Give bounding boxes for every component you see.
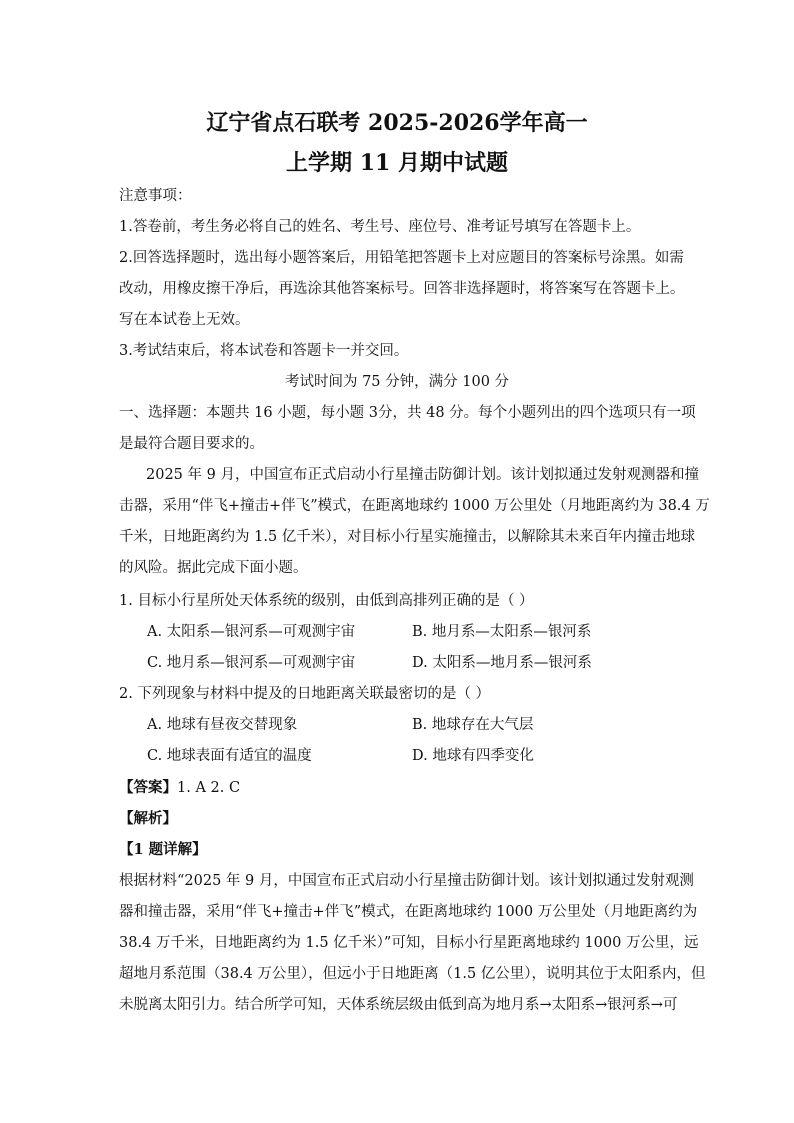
question-2-option-b: B. 地球存在大气层	[412, 717, 534, 733]
question-2-option-d: D. 地球有四季变化	[412, 748, 534, 764]
detail-line-3: 38.4 万千米，日地距离约为 1.5 亿千米）”可知，目标小行星距离地球约 1000 万公里，远	[119, 935, 699, 951]
question-1-option-a: A. 太阳系—银河系—可观测宇宙	[147, 624, 356, 640]
question-1-stem: 1. 目标小行星所处天体系统的级别，由低到高排列正确的是（ ）	[119, 593, 534, 609]
detail-line-4: 超地月系范围（38.4 万公里），但远小于日地距离（1.5 亿公里），说明其位于太阳系内，但	[119, 966, 706, 982]
detail-line-2: 器和撞击器，采用“伴飞+撞击+伴飞”模式，在距离地球约 1000 万公里处（月地距离约为	[119, 904, 698, 920]
section-1-instructions-line-1: 一、选择题：本题共 16 小题，每小题 3分，共 48 分。每个小题列出的四个选项只有一项	[119, 405, 696, 421]
notice-item-3: 3.考试结束后，将本试卷和答题卡一并交回。	[119, 343, 409, 359]
exam-title-line2: 上学期 11 月期中试题	[286, 150, 508, 176]
question-2-stem: 2. 下列现象与材料中提及的日地距离关联最密切的是（ ）	[119, 686, 491, 702]
material-line-1: 2025 年 9 月，中国宣布正式启动小行星撞击防御计划。该计划拟通过发射观测器和撞	[146, 467, 699, 483]
answer-text: 1. A 2. C	[177, 780, 241, 796]
question-2-option-a: A. 地球有昼夜交替现象	[147, 717, 298, 733]
question-1-option-d: D. 太阳系—地月系—银河系	[412, 655, 592, 671]
exam-time-info: 考试时间为 75 分钟，满分 100 分	[284, 374, 510, 390]
material-line-4: 的风险。据此完成下面小题。	[119, 560, 308, 576]
notice-item-2-line-1: 2.回答选择题时，选出每小题答案后，用铅笔把答题卡上对应题目的答案标号涂黑。如需	[119, 250, 684, 266]
notice-heading: 注意事项：	[119, 188, 192, 204]
question-1-option-b: B. 地月系—太阳系—银河系	[412, 624, 592, 640]
detail-heading: 【1 题详解】	[119, 841, 207, 858]
analysis-heading: 【解析】	[119, 810, 177, 827]
detail-line-1: 根据材料“2025 年 9 月，中国宣布正式启动小行星撞击防御计划。该计划拟通过发射观测	[119, 873, 694, 889]
answer-label: 【答案】	[119, 779, 177, 796]
detail-line-5: 未脱离太阳引力。结合所学可知，天体系统层级由低到高为地月系→太阳系→银河系→可	[119, 997, 678, 1013]
notice-item-2-line-2: 改动，用橡皮擦干净后，再选涂其他答案标号。回答非选择题时，将答案写在答题卡上。	[119, 281, 685, 297]
material-line-2: 击器，采用“伴飞+撞击+伴飞”模式，在距离地球约 1000 万公里处（月地距离约为 38.4 万	[119, 498, 710, 514]
question-2-option-c: C. 地球表面有适宜的温度	[147, 748, 312, 764]
question-1-option-c: C. 地月系—银河系—可观测宇宙	[147, 655, 356, 671]
answer-line	[119, 778, 679, 798]
notice-item-1: 1.答卷前，考生务必将自己的姓名、考生号、座位号、准考证号填写在答题卡上。	[119, 219, 641, 235]
exam-title-line1: 辽宁省点石联考 2025-2026学年高一	[206, 110, 588, 136]
notice-item-2-line-3: 写在本试卷上无效。	[119, 312, 250, 328]
material-line-3: 千米，日地距离约为 1.5 亿千米），对目标小行星实施撞击，以解除其未来百年内撞击地球	[119, 529, 696, 545]
section-1-instructions-line-2: 是最符合题目要求的。	[119, 436, 264, 452]
